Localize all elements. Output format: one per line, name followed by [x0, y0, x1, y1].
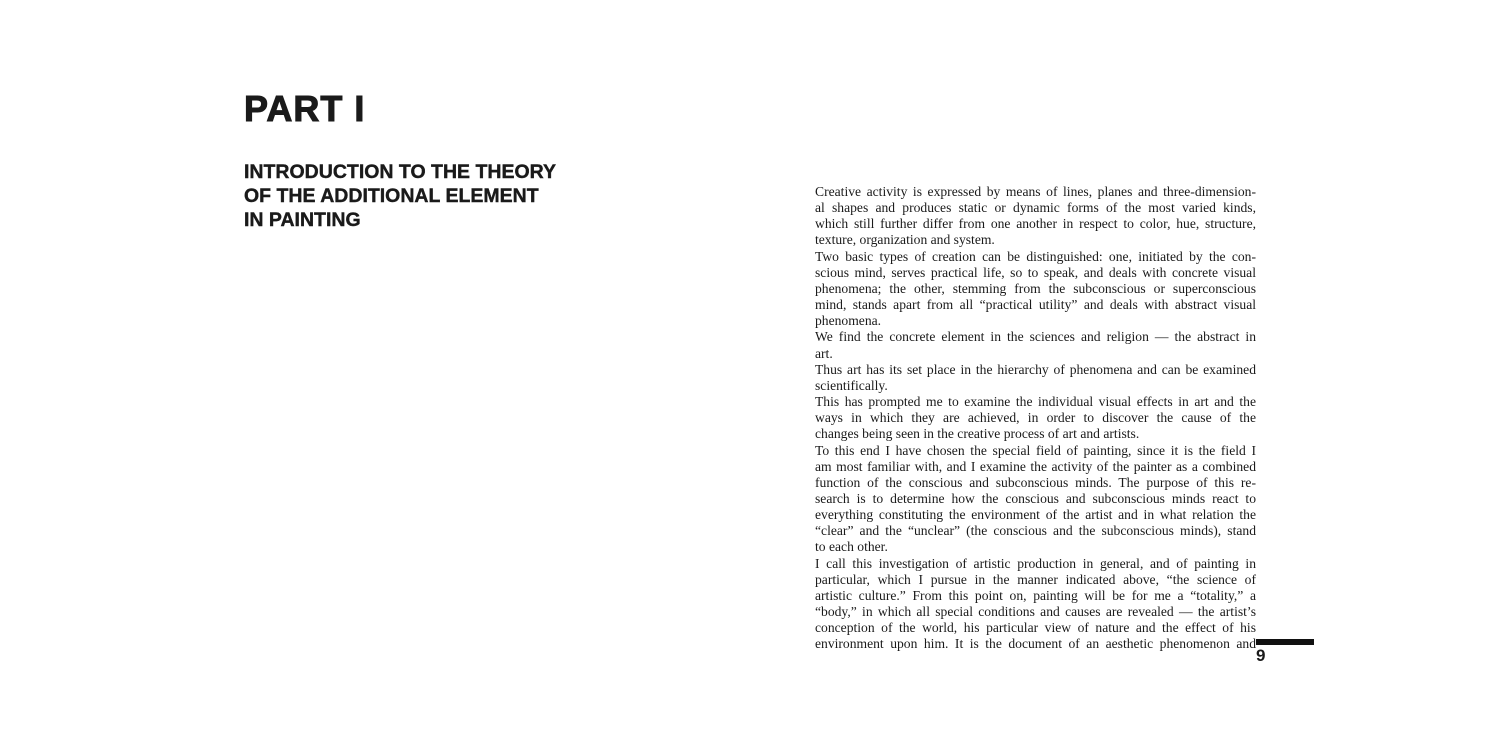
text-line: al shapes and produces static or dynamic forms of the most varied kinds,: [815, 200, 1256, 216]
text-line: “clear” and the “unclear” (the conscious and the subconscious minds), stand: [815, 523, 1256, 539]
text-line: Two basic types of creation can be distinguished: one, initiated by the con-: [815, 248, 1256, 264]
text-line: We find the concrete element in the sciences and religion — the abstract in: [815, 329, 1256, 345]
text-line: function of the conscious and subconscious minds. The purpose of this re-: [815, 474, 1256, 490]
text-line: artistic culture.” From this point on, painting will be for me a “totality,” a: [815, 587, 1256, 603]
paragraph: [815, 249, 1256, 330]
text-line: I call this investigation of artistic production in general, and of painting in: [815, 555, 1256, 571]
chapter-subtitle: [244, 160, 556, 232]
text-line: To this end I have chosen the special field of painting, since it is the field I: [815, 442, 1256, 458]
text-line: mind, stands apart from all “practical utility” and deals with abstract visual: [815, 297, 1256, 313]
subtitle-line: OF THE ADDITIONAL ELEMENT: [244, 185, 539, 207]
paragraph: [815, 184, 1256, 249]
page-number: 9: [1256, 646, 1266, 665]
text-line: to each other.: [815, 539, 888, 555]
text-line: texture, organization and system.: [815, 232, 995, 248]
text-line: Creative activity is expressed by means of lines, planes and three-dimension-: [815, 184, 1256, 199]
text-line: ways in which they are achieved, in order to discover the cause of the: [815, 410, 1256, 426]
paragraph: [815, 329, 1256, 361]
text-line: phenomena.: [815, 313, 882, 329]
text-line: scious mind, serves practical life, so to speak, and deals with concrete visual: [815, 264, 1256, 280]
text-line: “body,” in which all special conditions and causes are revealed — the artist’s: [815, 604, 1256, 620]
text-line: conception of the world, his particular view of nature and the effect of his: [815, 620, 1256, 636]
body-text: [815, 184, 1256, 653]
text-line: art.: [815, 345, 833, 361]
text-line: particular, which I pursue in the manner indicated above, “the science of: [815, 571, 1256, 587]
paragraph: [815, 394, 1256, 442]
part-title: PART I: [244, 88, 366, 129]
text-line: which still further differ from one another in respect to color, hue, structure,: [815, 216, 1256, 232]
text-line: am most familiar with, and I examine the activity of the painter as a combined: [815, 458, 1256, 474]
subtitle-line: INTRODUCTION TO THE THEORY: [244, 161, 556, 183]
text-line: phenomena; the other, stemming from the subconscious or superconscious: [815, 280, 1256, 296]
text-line: Thus art has its set place in the hierarchy of phenomena and can be examined: [815, 361, 1256, 377]
text-line: changes being seen in the creative process of art and artists.: [815, 426, 1140, 442]
text-line: everything constituting the environment of the artist and in what relation the: [815, 507, 1256, 523]
paragraph: [815, 362, 1256, 394]
text-line: This has prompted me to examine the individual visual effects in art and the: [815, 394, 1256, 410]
text-line: scientifically.: [815, 377, 888, 393]
paragraph: [815, 556, 1256, 653]
subtitle-line: IN PAINTING: [244, 209, 361, 231]
text-line: environment upon him. It is the document of an aesthetic phenomenon and: [815, 636, 1256, 652]
page-number-bar: [1256, 639, 1314, 645]
text-line: search is to determine how the conscious and subconscious minds react to: [815, 490, 1256, 506]
paragraph: [815, 443, 1256, 556]
